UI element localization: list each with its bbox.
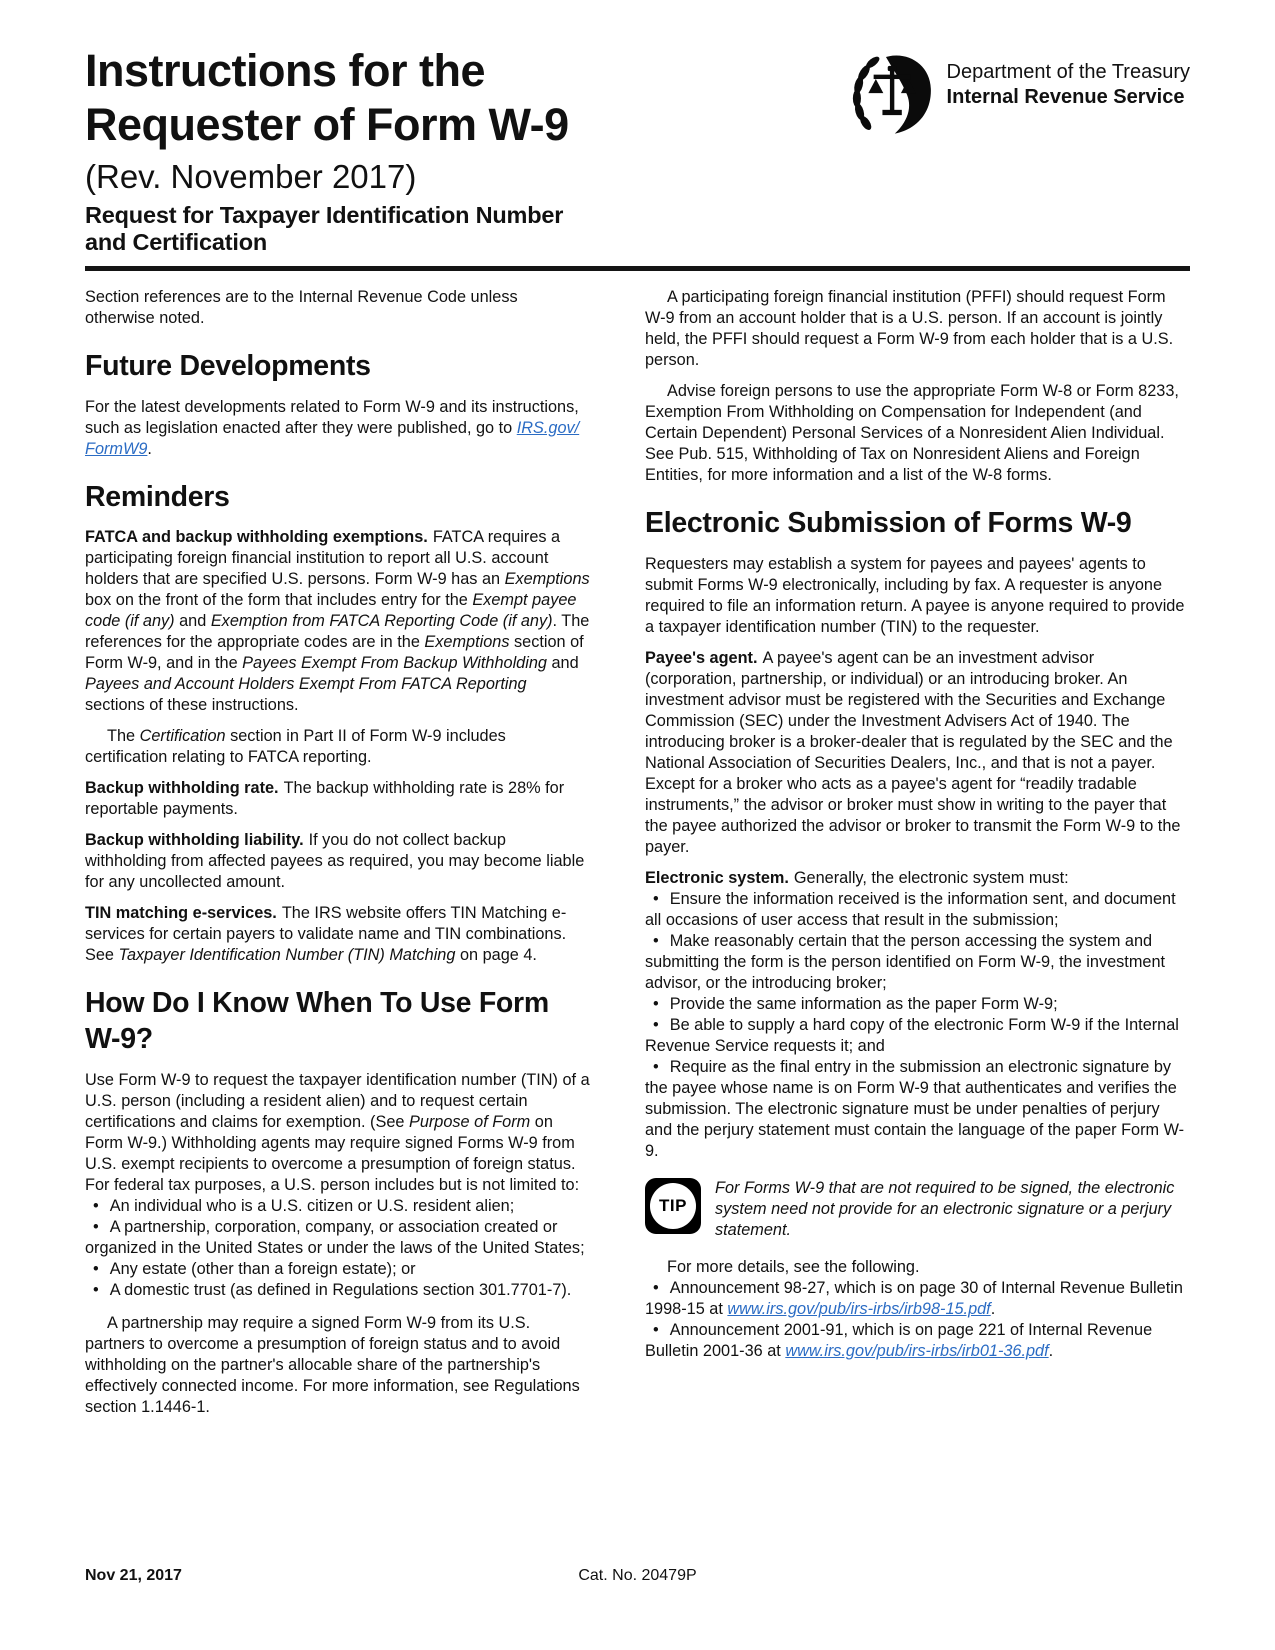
page-title-line2: Requester of Form W-9	[85, 99, 569, 150]
text-run: section of Form W-9, and in the	[85, 633, 584, 673]
bullet-marker: •	[93, 1217, 99, 1236]
paragraph	[85, 287, 590, 329]
bullet-marker: •	[653, 889, 659, 908]
text-run: Require as the final entry in the submission an electronic signature by the payee whose name is on Form W-9 that authenticates and verifies the submission. The electronic signature must be under penalties of perjury and the perjury statement must contain the language of the paper Form W-9.	[645, 1057, 1185, 1160]
italic-text: Taxpayer Identification Number (TIN) Matching	[118, 946, 456, 965]
bullet-item	[645, 1320, 1190, 1362]
irs-eagle-logo	[849, 50, 937, 138]
bold-lead-text: TIN matching e-services.	[85, 904, 277, 923]
page-title	[85, 44, 569, 152]
text-run: Be able to supply a hard copy of the electronic Form W-9 if the Internal Revenue Service requests it; and	[645, 1015, 1179, 1055]
bullet-marker: •	[653, 1320, 659, 1339]
agency-name	[947, 50, 1190, 110]
masthead	[85, 44, 1190, 256]
text-run: The backup withholding rate is 28% for reportable payments.	[85, 779, 565, 819]
text-run: Announcement 98-27, which is on page 30 of Internal Revenue Bulletin 1998-15 at	[645, 1278, 1183, 1318]
bullet-item	[85, 1196, 590, 1217]
text-run: A participating foreign financial institution (PFFI) should request Form W-9 from an account holder that is a U.S. person. If an account is jointly held, the PFFI should request a Form W-9 from each holder that is a U.S. person.	[645, 288, 1174, 369]
form-subtitle	[85, 202, 569, 256]
footer-date: Nov 21, 2017	[85, 1567, 182, 1584]
bullet-marker: •	[93, 1196, 99, 1215]
paragraph	[85, 726, 590, 768]
text-run: .	[147, 439, 152, 458]
text-run: Ensure the information received is the information sent, and document all occasions of user access that result in the submission;	[645, 889, 1176, 929]
paragraph	[85, 527, 590, 716]
text-run: The	[107, 727, 140, 746]
paragraph	[85, 1313, 590, 1418]
text-run: .	[1048, 1341, 1054, 1360]
text-run: . The references for the appropriate codes are in the	[85, 612, 590, 652]
paragraph	[645, 381, 1190, 486]
paragraph	[645, 648, 1190, 858]
text-run: A domestic trust (as defined in Regulations section 301.7701-7).	[109, 1280, 572, 1299]
italic-text: Purpose of Form	[408, 1112, 531, 1131]
text-run: section in Part II of Form W-9 includes certification relating to FATCA reporting.	[85, 727, 506, 767]
bullet-item	[645, 1278, 1190, 1320]
text-run: Make reasonably certain that the person accessing the system and submitting the form is the person identified on Form W-9, the investment advisor, or the introducing broker;	[645, 931, 1166, 992]
agency-name-line1: Department of the Treasury	[946, 61, 1190, 83]
bold-lead-text: Electronic system.	[645, 868, 789, 887]
italic-text: Exemptions	[504, 570, 590, 589]
text-run: FATCA requires a participating foreign financial institution to report all U.S. account holders that are specified U.S. persons. Form W-9 has an	[85, 528, 561, 589]
section-heading: Future Developments	[85, 350, 371, 382]
paragraph	[645, 1257, 1190, 1278]
tip-callout	[645, 1178, 1190, 1241]
italic-text: For Forms W-9 that are not required to be signed, the electronic system need not provide for an electronic signature or a perjury statement.	[715, 1178, 1175, 1239]
bullet-marker: •	[653, 1015, 659, 1034]
italic-text: Certification	[139, 727, 226, 746]
section-heading: How Do I Know When To Use Form W-9?	[85, 987, 549, 1055]
page-footer	[0, 1566, 1275, 1586]
italic-text: Payees Exempt From Backup Withholding	[242, 654, 547, 673]
text-run: For more details, see the following.	[667, 1257, 920, 1276]
revision-date: (Rev. November 2017)	[85, 158, 417, 195]
text-run: Generally, the electronic system must:	[793, 868, 1069, 887]
paragraph	[645, 554, 1190, 638]
text-run: Any estate (other than a foreign estate); or	[109, 1259, 416, 1278]
bullet-item	[85, 1217, 590, 1259]
form-subtitle-line1: Request for Taxpayer Identification Number	[85, 202, 564, 228]
bold-lead-text: Payee's agent.	[645, 648, 758, 667]
tip-icon	[645, 1178, 701, 1234]
paragraph	[85, 1070, 590, 1196]
bold-lead-text: Backup withholding rate.	[85, 779, 279, 798]
form-subtitle-line2: and Certification	[85, 229, 268, 255]
bullet-marker: •	[653, 994, 659, 1013]
header-divider	[85, 266, 1190, 271]
bullet-item	[645, 931, 1190, 994]
text-run: Announcement 2001-91, which is on page 221 of Internal Revenue Bulletin 2001-36 at	[645, 1320, 1153, 1360]
text-run: For the latest developments related to Form W-9 and its instructions, such as legislation enacted after they were published, go to	[85, 397, 579, 437]
paragraph	[645, 868, 1190, 889]
bold-lead-text: Backup withholding liability.	[85, 831, 304, 850]
text-run: Advise foreign persons to use the appropriate Form W-8 or Form 8233, Exemption From Withholding on Compensation for Independent (and Certain Dependent) Personal Services of a Nonresident Alien Individual. See Pub. 515, Withholding of Tax on Nonresident Aliens and Foreign Entities, for more information and a list of the W-8 forms.	[645, 382, 1179, 484]
section-heading: Reminders	[85, 480, 230, 513]
text-run: A partnership, corporation, company, or association created or organized in the United States or under the laws of the United States;	[85, 1217, 585, 1257]
text-run: A partnership may require a signed Form W-9 from its U.S. partners to overcome a presumption of foreign status and to avoid withholding on the partner's allocable share of the partnership's effectively connected income. For more information, see Regulations section 1.1446-1.	[85, 1313, 580, 1416]
two-column-body	[85, 287, 1190, 1428]
agency-name-line2: Internal Revenue Service	[946, 86, 1185, 108]
bullet-marker: •	[93, 1259, 99, 1278]
text-run: and	[174, 612, 211, 631]
bullet-item	[85, 1259, 590, 1280]
italic-text: Exemptions	[424, 633, 510, 652]
paragraph	[85, 778, 590, 820]
text-run: A payee's agent can be an investment advisor (corporation, partnership, or individual) or an introducing broker. An investment advisor must be registered with the Securities and Exchange Commission (SEC) under the Investment Advisers Act of 1940. The introducing broker is a broker-dealer that is regulated by the SEC and the National Association of Securities Dealers, Inc., and that is not a payer. Except for a broker who acts as a payee's agent for “readily tradable instruments,” the advisor or broker must show in writing to the payer that the payee authorized the advisor or broker to transmit the Form W-9 to the payer.	[645, 648, 1181, 856]
footer-catalog-number: Cat. No. 20479P	[578, 1567, 697, 1584]
page-title-line1: Instructions for the	[85, 45, 486, 96]
bullet-item	[645, 994, 1190, 1015]
text-run: Requesters may establish a system for payees and payees' agents to submit Forms W-9 electronically, including by fax. A requester is anyone required to file an information return. A payee is anyone required to provide a taxpayer identification number (TIN) to the requester.	[645, 554, 1185, 636]
bullet-item	[645, 1057, 1190, 1162]
bullet-marker: •	[653, 1057, 659, 1076]
text-run: An individual who is a U.S. citizen or U.S. resident alien;	[109, 1196, 515, 1215]
text-run: and	[546, 654, 579, 673]
text-run: Provide the same information as the paper Form W-9;	[669, 994, 1058, 1013]
italic-text: Exemption from FATCA Reporting Code (if any)	[210, 612, 553, 631]
text-run: on page 4.	[455, 946, 537, 965]
column-left	[85, 287, 590, 1428]
text-run: .	[990, 1299, 996, 1318]
italic-text: Payees and Account Holders Exempt From FATCA Reporting	[85, 675, 527, 694]
text-run: box on the front of the form that includes entry for the	[85, 591, 473, 610]
bullet-item	[85, 1280, 590, 1301]
hyperlink[interactable]: www.irs.gov/​pub/​irs-irbs/​irb01-36.pdf	[785, 1341, 1049, 1360]
bullet-marker: •	[93, 1280, 99, 1299]
paragraph	[85, 830, 590, 893]
hyperlink[interactable]: IRS.gov/​FormW9	[85, 418, 580, 458]
text-run: The IRS website offers TIN Matching e-services for certain payers to validate name and TIN combinations. See	[85, 904, 567, 965]
paragraph	[645, 287, 1190, 371]
paragraph	[85, 397, 590, 460]
text-run: Use Form W-9 to request the taxpayer identification number (TIN) of a U.S. person (including a resident alien) and to request certain certifications and claims for exemption. (See	[85, 1070, 590, 1131]
hyperlink[interactable]: www.irs.gov/​pub/​irs-irbs/​irb98-15.pdf	[727, 1299, 991, 1318]
text-run: sections of these instructions.	[85, 696, 299, 715]
bullet-marker: •	[653, 931, 659, 950]
agency-brand	[849, 50, 1190, 138]
bullet-marker: •	[653, 1278, 659, 1297]
column-right	[645, 287, 1190, 1428]
bold-lead-text: FATCA and backup withholding exemptions.	[85, 528, 428, 547]
paragraph	[85, 903, 590, 966]
text-run: on Form W-9.) Withholding agents may require signed Forms W-9 from U.S. exempt recipients to overcome a presumption of foreign status. For federal tax purposes, a U.S. person includes but is not limited to:	[85, 1112, 580, 1194]
section-heading: Electronic Submission of Forms W-9	[645, 507, 1132, 539]
tip-text	[715, 1178, 1190, 1241]
italic-text: Exempt payee code (if any)	[85, 591, 577, 631]
tip-icon-circle	[650, 1183, 696, 1229]
tip-icon-label: TIP	[659, 1196, 687, 1216]
text-run: Section references are to the Internal Revenue Code unless otherwise noted.	[85, 288, 518, 327]
bullet-item	[645, 1015, 1190, 1057]
title-block	[85, 44, 569, 256]
text-run: If you do not collect backup withholding from affected payees as required, you may become liable for any uncollected amount.	[85, 831, 585, 892]
bullet-item	[645, 889, 1190, 931]
